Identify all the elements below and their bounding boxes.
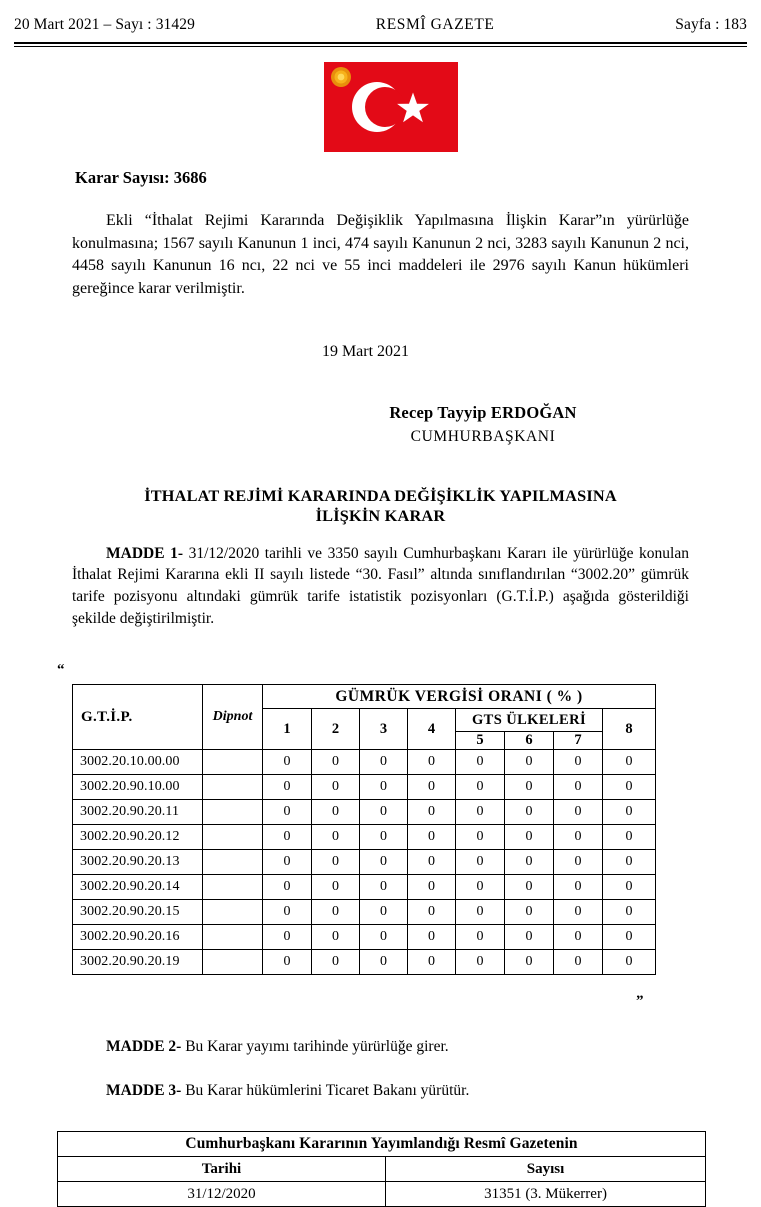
tariff-table — [72, 684, 656, 975]
tariff-cell-rate-8: 0 — [603, 800, 656, 825]
tariff-cell-rate-6: 0 — [505, 800, 554, 825]
tariff-cell-dipnot — [203, 775, 263, 800]
tariff-cell-rate-1: 0 — [263, 825, 312, 850]
tariff-cell-rate-7: 0 — [554, 950, 603, 975]
decree-title-line-2: İLİŞKİN KARAR — [315, 506, 446, 526]
decision-number: Karar Sayısı: 3686 — [75, 168, 207, 187]
tariff-cell-rate-2: 0 — [312, 875, 360, 900]
decision-paragraph: Ekli “İthalat Rejimi Kararında Değişiklik Yapılmasına İlişkin Karar”ın yürürlüğe konulmasına; 1567 sayılı Kanunun 1 inci, 474 sayılı Kanunun 2 nci, 3283 sayılı Kanunun 2 nci, 4458 sayılı Kanunun 16 ncı, 22 nci ve 55 inci maddeleri ile 2976 sayılı Kanun hükümleri gereğince karar verilmiştir. — [72, 212, 689, 298]
publication-col-number: Sayısı — [386, 1157, 706, 1182]
publication-col-date: Tarihi — [58, 1157, 386, 1182]
tariff-cell-rate-1: 0 — [263, 875, 312, 900]
tariff-cell-rate-8: 0 — [603, 900, 656, 925]
article-1-label: MADDE 1- — [106, 544, 184, 562]
tariff-cell-gtip: 3002.20.90.20.14 — [73, 875, 203, 900]
tariff-cell-rate-8: 0 — [603, 950, 656, 975]
header-rule-top — [14, 42, 747, 44]
table-row — [73, 850, 656, 875]
tariff-cell-rate-2: 0 — [312, 900, 360, 925]
tariff-col-8: 8 — [603, 709, 656, 750]
tariff-cell-rate-2: 0 — [312, 850, 360, 875]
tariff-cell-dipnot — [203, 750, 263, 775]
tariff-cell-rate-3: 0 — [360, 750, 408, 775]
tariff-cell-rate-6: 0 — [505, 825, 554, 850]
tariff-cell-gtip: 3002.20.90.20.11 — [73, 800, 203, 825]
page-running-header — [14, 16, 747, 34]
tariff-group-title: GÜMRÜK VERGİSİ ORANI ( % ) — [263, 685, 656, 709]
signature-block — [72, 403, 689, 446]
tariff-cell-gtip: 3002.20.90.20.19 — [73, 950, 203, 975]
header-page-number: Sayfa : 183 — [675, 16, 747, 33]
tariff-cell-gtip: 3002.20.90.20.12 — [73, 825, 203, 850]
tariff-cell-rate-1: 0 — [263, 800, 312, 825]
tariff-cell-rate-6: 0 — [505, 900, 554, 925]
tariff-col-4: 4 — [408, 709, 456, 750]
tariff-cell-rate-7: 0 — [554, 850, 603, 875]
tariff-cell-rate-5: 0 — [456, 775, 505, 800]
tariff-cell-rate-4: 0 — [408, 950, 456, 975]
tariff-cell-rate-3: 0 — [360, 825, 408, 850]
article-1-text: 31/12/2020 tarihli ve 3350 sayılı Cumhurbaşkanı Kararı ile yürürlüğe konulan İthalat Rejimi Kararına ekli II sayılı listede “30. Fasıl” altında sınıflandırılan “3002.20” gümrük tarife pozisyonu altındaki gümrük tarife istatistik pozisyonları (G.T.İ.P.) aşağıda gösterildiği şekilde değiştirilmiştir. — [72, 544, 689, 627]
header-date-issue: 20 Mart 2021 – Sayı : 31429 — [14, 16, 195, 33]
tariff-cell-rate-7: 0 — [554, 900, 603, 925]
tariff-cell-rate-1: 0 — [263, 925, 312, 950]
article-3 — [72, 1080, 689, 1102]
header-rule-bottom — [14, 46, 747, 47]
tariff-cell-rate-5: 0 — [456, 875, 505, 900]
tariff-cell-rate-6: 0 — [505, 850, 554, 875]
document-body — [72, 168, 689, 629]
tariff-cell-rate-5: 0 — [456, 825, 505, 850]
tariff-table-body — [73, 750, 656, 975]
publication-header-row — [58, 1157, 706, 1182]
publication-title: Cumhurbaşkanı Kararının Yayımlandığı Resmî Gazetenin — [58, 1132, 706, 1157]
tariff-cell-rate-6: 0 — [505, 875, 554, 900]
tariff-cell-rate-8: 0 — [603, 925, 656, 950]
tariff-col-5: 5 — [456, 732, 505, 750]
tariff-cell-rate-2: 0 — [312, 775, 360, 800]
tariff-cell-gtip: 3002.20.90.20.13 — [73, 850, 203, 875]
tariff-col-dipnot: Dipnot — [203, 685, 263, 750]
publication-value-row — [58, 1182, 706, 1207]
tariff-cell-gtip: 3002.20.10.00.00 — [73, 750, 203, 775]
table-row — [73, 750, 656, 775]
tariff-cell-rate-7: 0 — [554, 775, 603, 800]
tariff-cell-rate-2: 0 — [312, 950, 360, 975]
tariff-cell-rate-7: 0 — [554, 825, 603, 850]
tariff-cell-dipnot — [203, 950, 263, 975]
tariff-cell-rate-7: 0 — [554, 925, 603, 950]
decision-date: 19 Mart 2021 — [321, 342, 410, 360]
tariff-cell-rate-7: 0 — [554, 800, 603, 825]
tariff-cell-rate-2: 0 — [312, 800, 360, 825]
tariff-cell-rate-4: 0 — [408, 800, 456, 825]
tariff-cell-rate-3: 0 — [360, 925, 408, 950]
tariff-col-gtip: G.T.İ.P. — [73, 685, 203, 750]
decree-title — [72, 486, 689, 527]
article-3-label: MADDE 3- — [106, 1081, 182, 1099]
tariff-cell-rate-2: 0 — [312, 925, 360, 950]
article-2 — [72, 1036, 689, 1058]
tariff-cell-rate-3: 0 — [360, 900, 408, 925]
tariff-col-2: 2 — [312, 709, 360, 750]
tariff-cell-rate-5: 0 — [456, 925, 505, 950]
tariff-cell-rate-2: 0 — [312, 750, 360, 775]
tariff-cell-rate-2: 0 — [312, 825, 360, 850]
table-row — [73, 925, 656, 950]
tariff-cell-rate-4: 0 — [408, 925, 456, 950]
tariff-cell-rate-6: 0 — [505, 925, 554, 950]
tariff-col-6: 6 — [505, 732, 554, 750]
article-2-label: MADDE 2- — [106, 1038, 182, 1055]
tariff-cell-rate-5: 0 — [456, 850, 505, 875]
tariff-cell-rate-5: 0 — [456, 950, 505, 975]
tariff-cell-rate-4: 0 — [408, 825, 456, 850]
tariff-cell-rate-5: 0 — [456, 900, 505, 925]
tariff-cell-rate-6: 0 — [505, 775, 554, 800]
tariff-cell-rate-3: 0 — [360, 950, 408, 975]
tariff-cell-rate-7: 0 — [554, 750, 603, 775]
publication-number-value: 31351 (3. Mükerrer) — [386, 1182, 706, 1207]
tariff-col-3: 3 — [360, 709, 408, 750]
tariff-col-1: 1 — [263, 709, 312, 750]
tariff-cell-dipnot — [203, 800, 263, 825]
tariff-cell-gtip: 3002.20.90.20.15 — [73, 900, 203, 925]
tariff-cell-gtip: 3002.20.90.20.16 — [73, 925, 203, 950]
tariff-cell-rate-3: 0 — [360, 800, 408, 825]
tariff-cell-dipnot — [203, 900, 263, 925]
tariff-cell-rate-4: 0 — [408, 750, 456, 775]
publication-date-value: 31/12/2020 — [58, 1182, 386, 1207]
tariff-cell-rate-8: 0 — [603, 750, 656, 775]
tariff-header-row-1 — [73, 685, 656, 709]
table-row — [73, 800, 656, 825]
article-2-text: Bu Karar yayımı tarihinde yürürlüğe girer. — [181, 1038, 449, 1055]
table-row — [73, 875, 656, 900]
tariff-cell-rate-3: 0 — [360, 775, 408, 800]
tariff-cell-rate-1: 0 — [263, 900, 312, 925]
tariff-cell-rate-7: 0 — [554, 875, 603, 900]
tariff-cell-rate-8: 0 — [603, 775, 656, 800]
quote-open-mark: “ — [57, 662, 65, 678]
table-row — [73, 950, 656, 975]
tariff-cell-rate-4: 0 — [408, 775, 456, 800]
decree-title-line-1: İTHALAT REJİMİ KARARINDA DEĞİŞİKLİK YAPILMASINA — [144, 485, 617, 505]
tariff-cell-rate-6: 0 — [505, 750, 554, 775]
tariff-cell-rate-8: 0 — [603, 825, 656, 850]
tariff-cell-rate-1: 0 — [263, 775, 312, 800]
tariff-cell-rate-1: 0 — [263, 750, 312, 775]
tariff-cell-dipnot — [203, 925, 263, 950]
tariff-gts-title: GTS ÜLKELERİ — [456, 709, 603, 732]
tariff-cell-rate-1: 0 — [263, 850, 312, 875]
publication-table — [57, 1131, 706, 1207]
tariff-cell-rate-3: 0 — [360, 875, 408, 900]
tariff-cell-rate-4: 0 — [408, 875, 456, 900]
signer-title: CUMHURBAŞKANI — [410, 427, 556, 445]
article-1 — [72, 543, 689, 630]
tariff-cell-gtip: 3002.20.90.10.00 — [73, 775, 203, 800]
header-gazette-title: RESMÎ GAZETE — [375, 16, 495, 33]
turkish-flag-emblem — [324, 62, 458, 152]
article-3-text: Bu Karar hükümlerini Ticaret Bakanı yürütür. — [181, 1081, 470, 1099]
tariff-cell-rate-5: 0 — [456, 800, 505, 825]
tariff-cell-dipnot — [203, 875, 263, 900]
tariff-cell-rate-4: 0 — [408, 850, 456, 875]
tariff-cell-rate-8: 0 — [603, 850, 656, 875]
publication-title-row — [58, 1132, 706, 1157]
tariff-cell-dipnot — [203, 825, 263, 850]
signer-name: Recep Tayyip ERDOĞAN — [389, 402, 577, 422]
tariff-cell-rate-3: 0 — [360, 850, 408, 875]
table-row — [73, 775, 656, 800]
closing-articles — [72, 1036, 689, 1101]
table-row — [73, 900, 656, 925]
tariff-cell-rate-5: 0 — [456, 750, 505, 775]
quote-close-mark: ” — [636, 993, 644, 1009]
tariff-cell-rate-4: 0 — [408, 900, 456, 925]
tariff-cell-rate-1: 0 — [263, 950, 312, 975]
tariff-cell-dipnot — [203, 850, 263, 875]
tariff-col-7: 7 — [554, 732, 603, 750]
table-row — [73, 825, 656, 850]
tariff-cell-rate-6: 0 — [505, 950, 554, 975]
tariff-cell-rate-8: 0 — [603, 875, 656, 900]
